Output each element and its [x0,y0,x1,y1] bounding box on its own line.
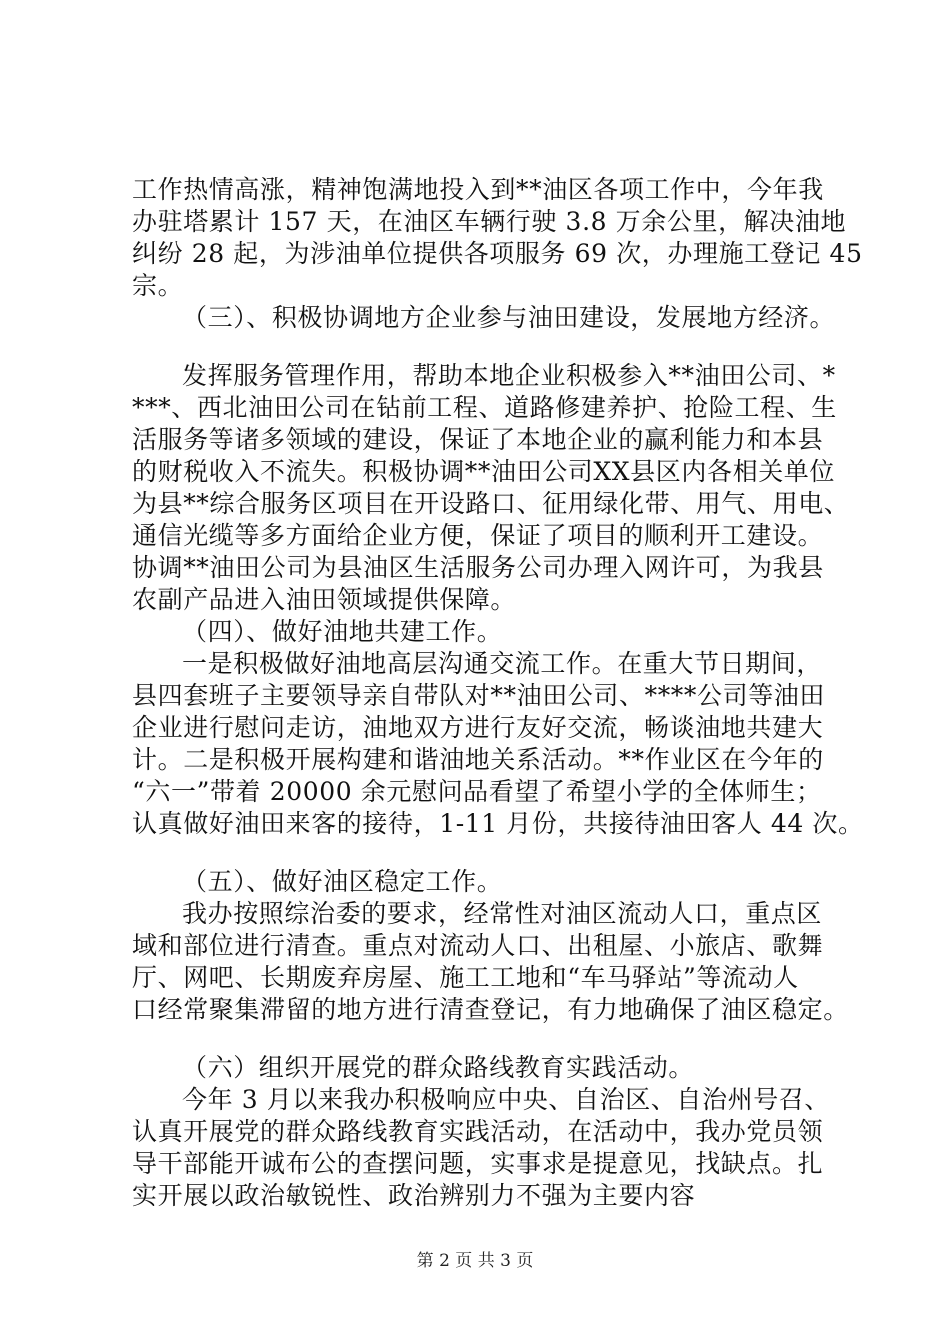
paragraph-line: 实开展以政治敏锐性、政治辨别力不强为主要内容 [132,1181,696,1210]
paragraph-line: 口经常聚集滞留的地方进行清查登记，有力地确保了油区稳定。 [132,995,849,1024]
spacer [132,1026,852,1052]
paragraph-line: 导干部能开诚布公的查摆问题，实事求是提意见，找缺点。扎 [132,1149,824,1178]
paragraph-line: 协调**油田公司为县油区生活服务公司办理入网许可，为我县 [132,553,824,582]
paragraph-line: 的财税收入不流失。积极协调**油田公司XX县区内各相关单位 [132,457,835,486]
paragraph-line: 今年 3 月以来我办积极响应中央、自治区、自治州号召、 [182,1085,831,1114]
paragraph-line: 企业进行慰问走访，油地双方进行友好交流，畅谈油地共建大 [132,713,824,742]
paragraph-line: 宗。 [132,271,184,300]
paragraph-line: 农副产品进入油田领域提供保障。 [132,585,517,614]
paragraph-line: 县四套班子主要领导亲自带队对**油田公司、****公司等油田 [132,681,826,710]
paragraph-line: 纠纷 28 起，为涉油单位提供各项服务 69 次，办理施工登记 45 [132,239,863,268]
paragraph-line: 活服务等诸多领域的建设，保证了本地企业的赢利能力和本县 [132,425,824,454]
paragraph-line: “六一”带着 20000 余元慰问品看望了希望小学的全体师生； [132,777,822,806]
paragraph-line: 办驻塔累计 157 天，在油区车辆行驶 3.8 万余公里，解决油地 [132,207,847,236]
document-body [132,174,864,1212]
spacer [132,840,852,866]
paragraph-line: 认真做好油田来客的接待，1-11 月份，共接待油田客人 44 次。 [132,809,864,838]
page-number-footer: 第 2 页 共 3 页 [416,1251,534,1271]
paragraph-line: ***、西北油田公司在钻前工程、道路修建养护、抢险工程、生 [132,393,837,422]
spacer [132,334,852,360]
paragraph-line: 为县**综合服务区项目在开设路口、征用绿化带、用气、用电、 [132,489,850,518]
paragraph-line: 认真开展党的群众路线教育实践活动，在活动中，我办党员领 [132,1117,824,1146]
paragraph-line: 一是积极做好油地高层沟通交流工作。在重大节日期间， [182,649,823,678]
paragraph-line: 工作热情高涨，精神饱满地投入到**油区各项工作中，今年我 [132,175,824,204]
paragraph-line: 通信光缆等多方面给企业方便，保证了项目的顺利开工建设。 [132,521,824,550]
paragraph-line: 计。二是积极开展构建和谐油地关系活动。**作业区在今年的 [132,745,824,774]
paragraph-line: 发挥服务管理作用，帮助本地企业积极参入**油田公司、* [182,361,836,390]
section-heading-5: （五）、做好油区稳定工作。 [182,867,503,896]
paragraph-line: 厅、网吧、长期废弃房屋、施工工地和“车马驿站”等流动人 [132,963,799,992]
paragraph-line: 域和部位进行清查。重点对流动人口、出租屋、小旅店、歌舞 [132,931,824,960]
section-heading-6: （六）组织开展党的群众路线教育实践活动。 [182,1053,695,1082]
section-heading-4: （四）、做好油地共建工作。 [182,617,503,646]
paragraph-line: 我办按照综治委的要求，经常性对油区流动人口，重点区 [182,899,823,928]
section-heading-3: （三）、积极协调地方企业参与油田建设，发展地方经济。 [182,303,836,332]
